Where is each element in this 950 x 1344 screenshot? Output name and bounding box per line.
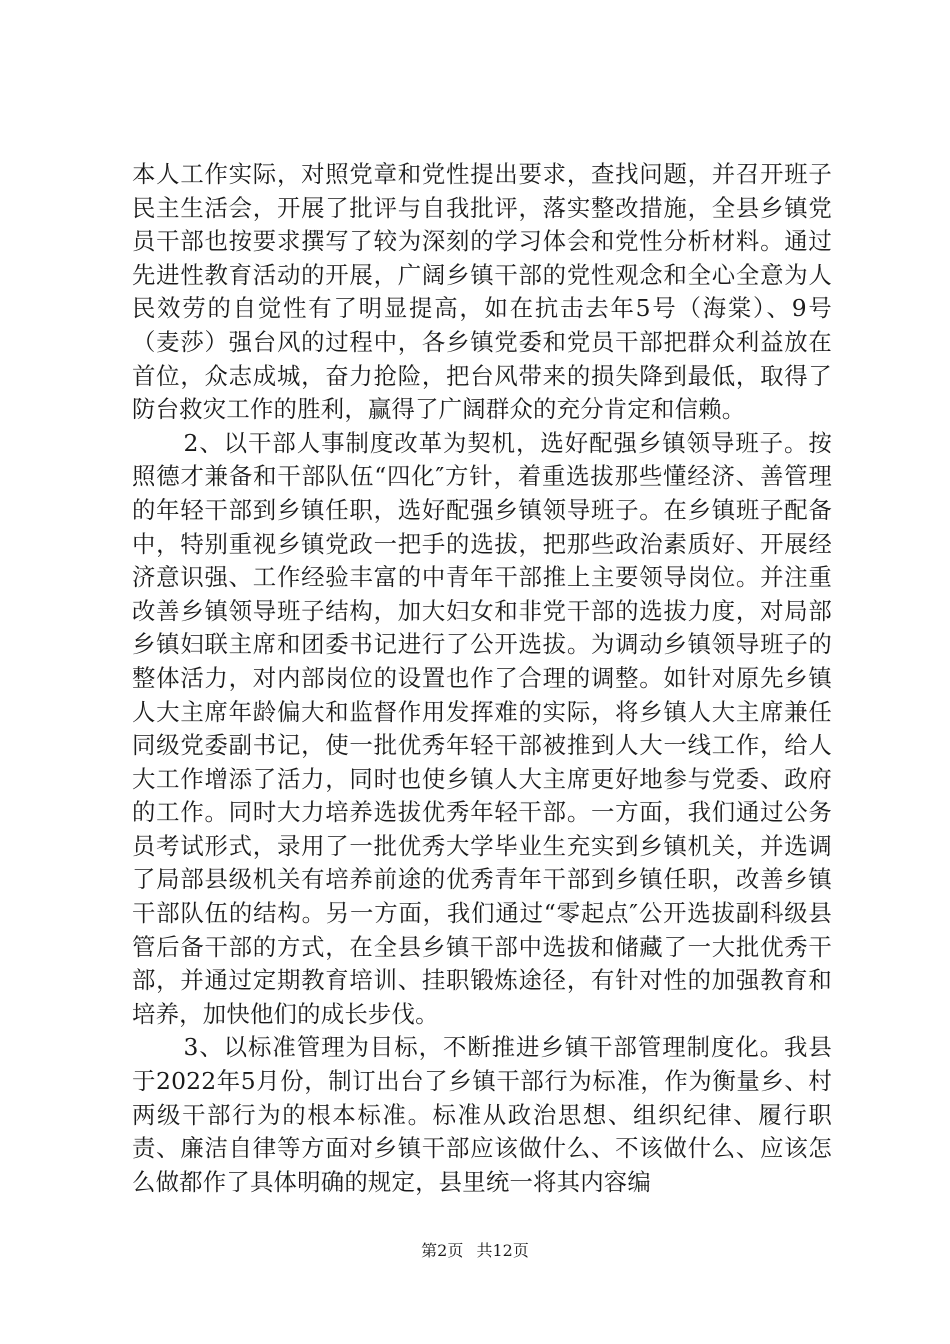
paragraph-3: 3、以标准管理为目标，不断推进乡镇干部管理制度化。我县于2022年5月份，制订出台了乡镇干部行为标准，作为衡量乡、村两级干部行为的根本标准。标准从政治思想、组织纪律、履行职责、廉洁自律等方面对乡镇干部应该做什么、不该做什么、应该怎么做都作了具体明确的规定，县里统一将其内容编 bbox=[132, 1033, 832, 1196]
paragraph-2: 2、以干部人事制度改革为契机，选好配强乡镇领导班子。按照德才兼备和干部队伍“四化″方针，着重选拔那些懂经济、善管理的年轻干部到乡镇任职，选好配强乡镇领导班子。在乡镇班子配备中，特别重视乡镇党政一把手的选拔，把那些政治素质好、开展经济意识强、工作经验丰富的中青年干部推上主要领导岗位。并注重改善乡镇领导班子结构，加大妇女和非党干部的选拔力度，对局部乡镇妇联主席和团委书记进行了公开选拔。为调动乡镇领导班子的整体活力，对内部岗位的设置也作了合理的调整。如针对原先乡镇人大主席年龄偏大和监督作用发挥难的实际，将乡镇人大主席兼任同级党委副书记，使一批优秀年轻干部被推到人大一线工作，给人大工作增添了活力，同时也使乡镇人大主席更好地参与党委、政府的工作。同时大力培养选拔优秀年轻干部。一方面，我们通过公务员考试形式，录用了一批优秀大学毕业生充实到乡镇机关，并选调了局部县级机关有培养前途的优秀青年干部到乡镇任职，改善乡镇干部队伍的结构。另一方面，我们通过“零起点″公开选拔副科级县管后备干部的方式，在全县乡镇干部中选拔和储藏了一大批优秀干部，并通过定期教育培训、挂职锻炼途径，有针对性的加强教育和培养，加快他们的成长步伐。 bbox=[132, 428, 832, 1028]
page-number: 第2页 bbox=[421, 1241, 464, 1260]
body-text bbox=[132, 158, 832, 1199]
page-footer bbox=[0, 1241, 950, 1261]
page-total: 共12页 bbox=[476, 1241, 529, 1260]
paragraph-continued: 本人工作实际，对照党章和党性提出要求，查找问题，并召开班子民主生活会，开展了批评与自我批评，落实整改措施，全县乡镇党员干部也按要求撰写了较为深刻的学习体会和党性分析材料。通过先进性教育活动的开展，广阔乡镇干部的党性观念和全心全意为人民效劳的自觉性有了明显提高，如在抗击去年5号（海棠）、9号（麦莎）强台风的过程中，各乡镇党委和党员干部把群众利益放在首位，众志成城，奋力抢险，把台风带来的损失降到最低，取得了防台救灾工作的胜利，赢得了广阔群众的充分肯定和信赖。 bbox=[132, 160, 832, 424]
